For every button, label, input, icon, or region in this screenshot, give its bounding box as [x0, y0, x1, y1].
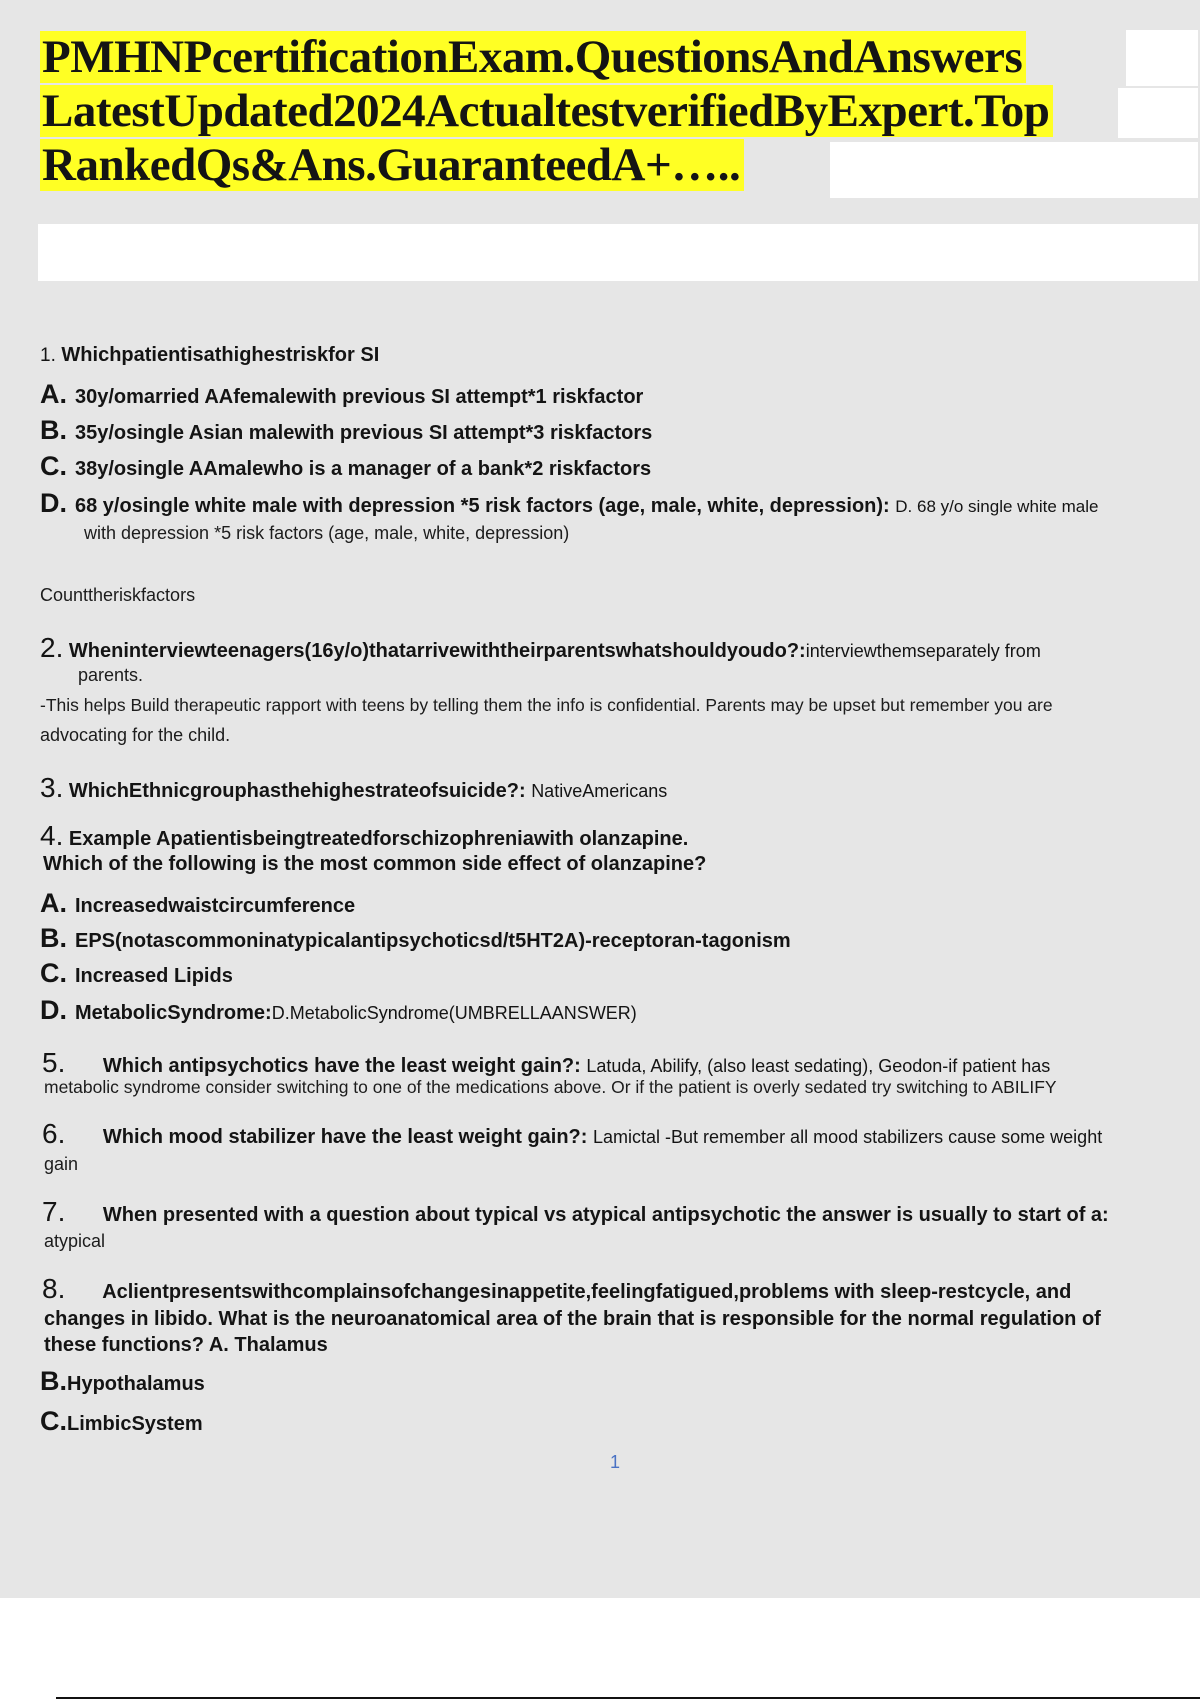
- option-text: 38y/osingle AAmalewho is a manager of a bank*2 riskfactors: [75, 458, 652, 480]
- question-6: [42, 1118, 1102, 1150]
- question-number: 8.: [42, 1273, 66, 1304]
- option-c: [40, 451, 651, 482]
- option-b: [40, 1366, 205, 1397]
- option-letter: B.: [40, 415, 67, 445]
- question-number: 3.: [40, 772, 64, 803]
- option-d: [40, 488, 1098, 519]
- option-a: [40, 379, 643, 410]
- option-c: [40, 1406, 203, 1437]
- option-text: 30y/omarried AAfemalewith previous SI attempt*1 riskfactor: [75, 386, 644, 408]
- option-text: 68 y/osingle white male with depression *5 risk factors (age, male, white, depression):: [75, 495, 890, 517]
- question-number: 1.: [40, 345, 56, 366]
- question-number: 7.: [42, 1196, 66, 1227]
- question-text: Which mood stabilizer have the least weight gain?:: [102, 1126, 588, 1148]
- title-text: LatestUpdated2024ActualtestverifiedByExpert.Top: [40, 85, 1053, 137]
- question-text: Whichpatientisathighestriskfor SI: [61, 344, 380, 366]
- answer-text: Lamictal -But remember all mood stabilizers cause some weight: [593, 1127, 1103, 1147]
- answer-text: NativeAmericans: [531, 781, 668, 801]
- question-8-text: these functions? A. Thalamus: [44, 1334, 328, 1356]
- option-d: [40, 995, 637, 1026]
- answer-continuation: gain: [44, 1154, 79, 1174]
- question-8: [42, 1273, 1071, 1305]
- question-5: [42, 1047, 1050, 1079]
- option-text: LimbicSystem: [67, 1413, 203, 1435]
- option-letter: D.: [40, 995, 67, 1025]
- question-text: When presented with a question about typical vs atypical antipsychotic the answer is usually to start of a:: [102, 1204, 1109, 1226]
- document-title: [40, 30, 1200, 192]
- option-text: 35y/osingle Asian malewith previous SI attempt*3 riskfactors: [75, 422, 653, 444]
- note-text: advocating for the child.: [40, 725, 231, 745]
- question-number: 4.: [40, 820, 64, 851]
- answer-text: D. 68 y/o single white male: [895, 497, 1099, 516]
- option-letter: B.: [40, 923, 67, 953]
- question-2: [40, 632, 1041, 664]
- answer-continuation: metabolic syndrome consider switching to one of the medications above. Or if the patient is overly sedated try switching to ABILIFY: [44, 1077, 1057, 1097]
- question-number: 2.: [40, 632, 64, 663]
- question-4-text: Which of the following is the most common side effect of olanzapine?: [43, 853, 707, 875]
- option-letter: B.: [40, 1366, 67, 1396]
- title-text: RankedQs&Ans.GuaranteedA+…..: [40, 139, 744, 191]
- answer-continuation: parents.: [78, 665, 144, 685]
- answer-text: interviewthemseparately from: [805, 641, 1041, 661]
- option-letter: D.: [40, 488, 67, 518]
- question-text: Aclientpresentswithcomplainsofchangesinappetite,feelingfatigued,problems with sleep-restcycle, and: [102, 1281, 1072, 1303]
- title-line: [40, 30, 1200, 84]
- note-text: -This helps Build therapeutic rapport with teens by telling them the info is confidential. Parents may be upset but remember you are: [40, 695, 1053, 715]
- question-4: [40, 820, 688, 852]
- option-a: [40, 888, 355, 919]
- option-letter: A.: [40, 888, 67, 918]
- question-text: WhichEthnicgrouphasthehighestrateofsuicide?:: [68, 780, 526, 802]
- question-text: Wheninterviewteenagers(16y/o)thatarrivewiththeirparentswhatshouldyoudo?:: [68, 640, 806, 662]
- option-text: EPS(notascommoninatypicalantipsychoticsd/t5HT2A)-receptoran-tagonism: [75, 930, 791, 952]
- question-8-text: changes in libido. What is the neuroanatomical area of the brain that is responsible for the normal regulation of: [44, 1308, 1101, 1330]
- title-line: [40, 138, 1200, 192]
- option-text: Hypothalamus: [67, 1373, 205, 1395]
- option-text: MetabolicSyndrome:: [75, 1002, 272, 1024]
- answer-text: atypical: [44, 1231, 106, 1251]
- question-1: [40, 344, 379, 367]
- answer-text: Latuda, Abilify, (also least sedating), Geodon-if patient has: [586, 1056, 1051, 1076]
- option-letter: C.: [40, 1406, 67, 1436]
- option-b: [40, 923, 791, 954]
- answer-continuation: with depression *5 risk factors (age, male, white, depression): [84, 523, 570, 543]
- answer-text: D.MetabolicSyndrome(UMBRELLAANSWER): [271, 1003, 637, 1023]
- question-number: 6.: [42, 1118, 66, 1149]
- question-number: 5.: [42, 1047, 66, 1078]
- option-letter: C.: [40, 451, 67, 481]
- title-line: [40, 84, 1200, 138]
- title-text: PMHNPcertificationExam.QuestionsAndAnswers: [40, 31, 1026, 83]
- option-letter: C.: [40, 958, 67, 988]
- option-c: [40, 958, 233, 989]
- redaction-box: [38, 224, 1198, 281]
- option-text: Increased Lipids: [75, 965, 233, 987]
- option-text: Increasedwaistcircumference: [75, 895, 356, 917]
- option-letter: A.: [40, 379, 67, 409]
- question-text: Which antipsychotics have the least weight gain?:: [102, 1055, 581, 1077]
- note-text: Counttheriskfactors: [40, 585, 196, 605]
- question-7: [42, 1196, 1109, 1228]
- question-text: Example Apatientisbeingtreatedforschizophreniawith olanzapine.: [68, 828, 689, 850]
- option-b: [40, 415, 652, 446]
- question-3: [40, 772, 667, 804]
- page-number: 1: [610, 1452, 621, 1472]
- footer-divider: [56, 1697, 1200, 1699]
